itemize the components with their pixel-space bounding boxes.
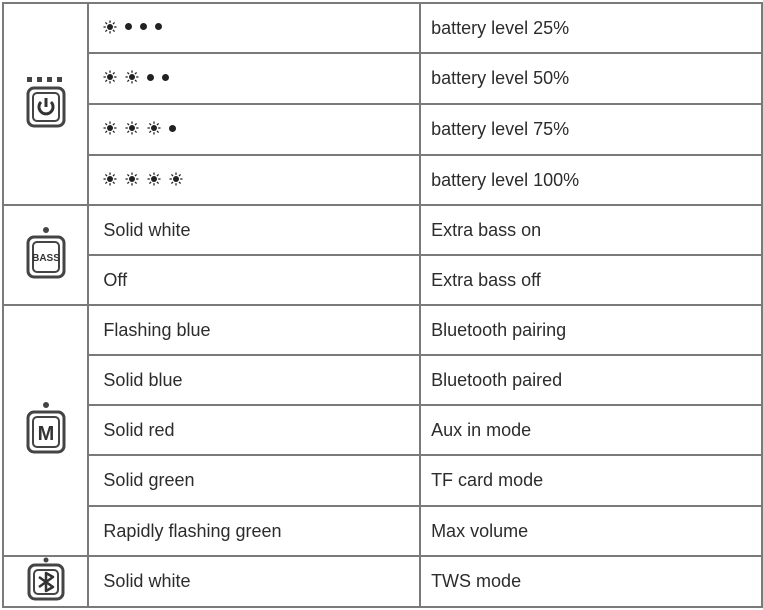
- led-off-icon: [169, 125, 176, 132]
- power-button-icon: [24, 75, 68, 134]
- battery-75-label: battery level 75%: [420, 104, 762, 155]
- led-off-icon: [147, 74, 154, 81]
- tws-icon-cell: [3, 556, 88, 607]
- led-lit-icon: [103, 121, 117, 135]
- mode-state: Solid blue: [88, 355, 420, 405]
- tws-state: Solid white: [88, 556, 420, 607]
- bass-state-off: Off: [88, 255, 420, 305]
- led-dots: [103, 70, 169, 84]
- bass-button-icon: [24, 225, 68, 286]
- led-off-icon: [125, 23, 132, 30]
- mode-state: Rapidly flashing green: [88, 506, 420, 556]
- led-dots: [103, 20, 162, 34]
- led-pattern-25: [88, 3, 420, 53]
- power-icon-cell: [3, 3, 88, 205]
- mode-label: TF card mode: [420, 455, 762, 506]
- led-lit-icon: [103, 20, 117, 34]
- mode-label: Max volume: [420, 506, 762, 556]
- led-pattern-100: [88, 155, 420, 205]
- mode-state: Solid red: [88, 405, 420, 455]
- tws-button-icon: [24, 557, 68, 606]
- led-dots: [103, 172, 183, 186]
- mode-state: Solid green: [88, 455, 420, 506]
- led-lit-icon: [125, 121, 139, 135]
- battery-50-label: battery level 50%: [420, 53, 762, 104]
- led-indicator-table: [2, 2, 763, 608]
- led-lit-icon: [125, 70, 139, 84]
- led-off-icon: [155, 23, 162, 30]
- led-off-icon: [162, 74, 169, 81]
- bass-state-on: Solid white: [88, 205, 420, 255]
- led-pattern-50: [88, 53, 420, 104]
- mode-label: Aux in mode: [420, 405, 762, 455]
- bass-off-label: Extra bass off: [420, 255, 762, 305]
- led-lit-icon: [103, 172, 117, 186]
- mode-icon-text: M: [37, 423, 55, 445]
- mode-state: Flashing blue: [88, 305, 420, 355]
- led-dots: [103, 121, 176, 135]
- battery-100-label: battery level 100%: [420, 155, 762, 205]
- bass-on-label: Extra bass on: [420, 205, 762, 255]
- tws-label: TWS mode: [420, 556, 762, 607]
- mode-label: Bluetooth paired: [420, 355, 762, 405]
- led-lit-icon: [103, 70, 117, 84]
- bass-icon-text: BASS: [31, 252, 60, 264]
- bass-icon-cell: [3, 205, 88, 305]
- led-pattern-75: [88, 104, 420, 155]
- led-lit-icon: [169, 172, 183, 186]
- mode-button-icon: [24, 400, 68, 461]
- led-lit-icon: [125, 172, 139, 186]
- led-off-icon: [140, 23, 147, 30]
- battery-25-label: battery level 25%: [420, 3, 762, 53]
- mode-label: Bluetooth pairing: [420, 305, 762, 355]
- led-lit-icon: [147, 172, 161, 186]
- mode-icon-cell: [3, 305, 88, 556]
- led-lit-icon: [147, 121, 161, 135]
